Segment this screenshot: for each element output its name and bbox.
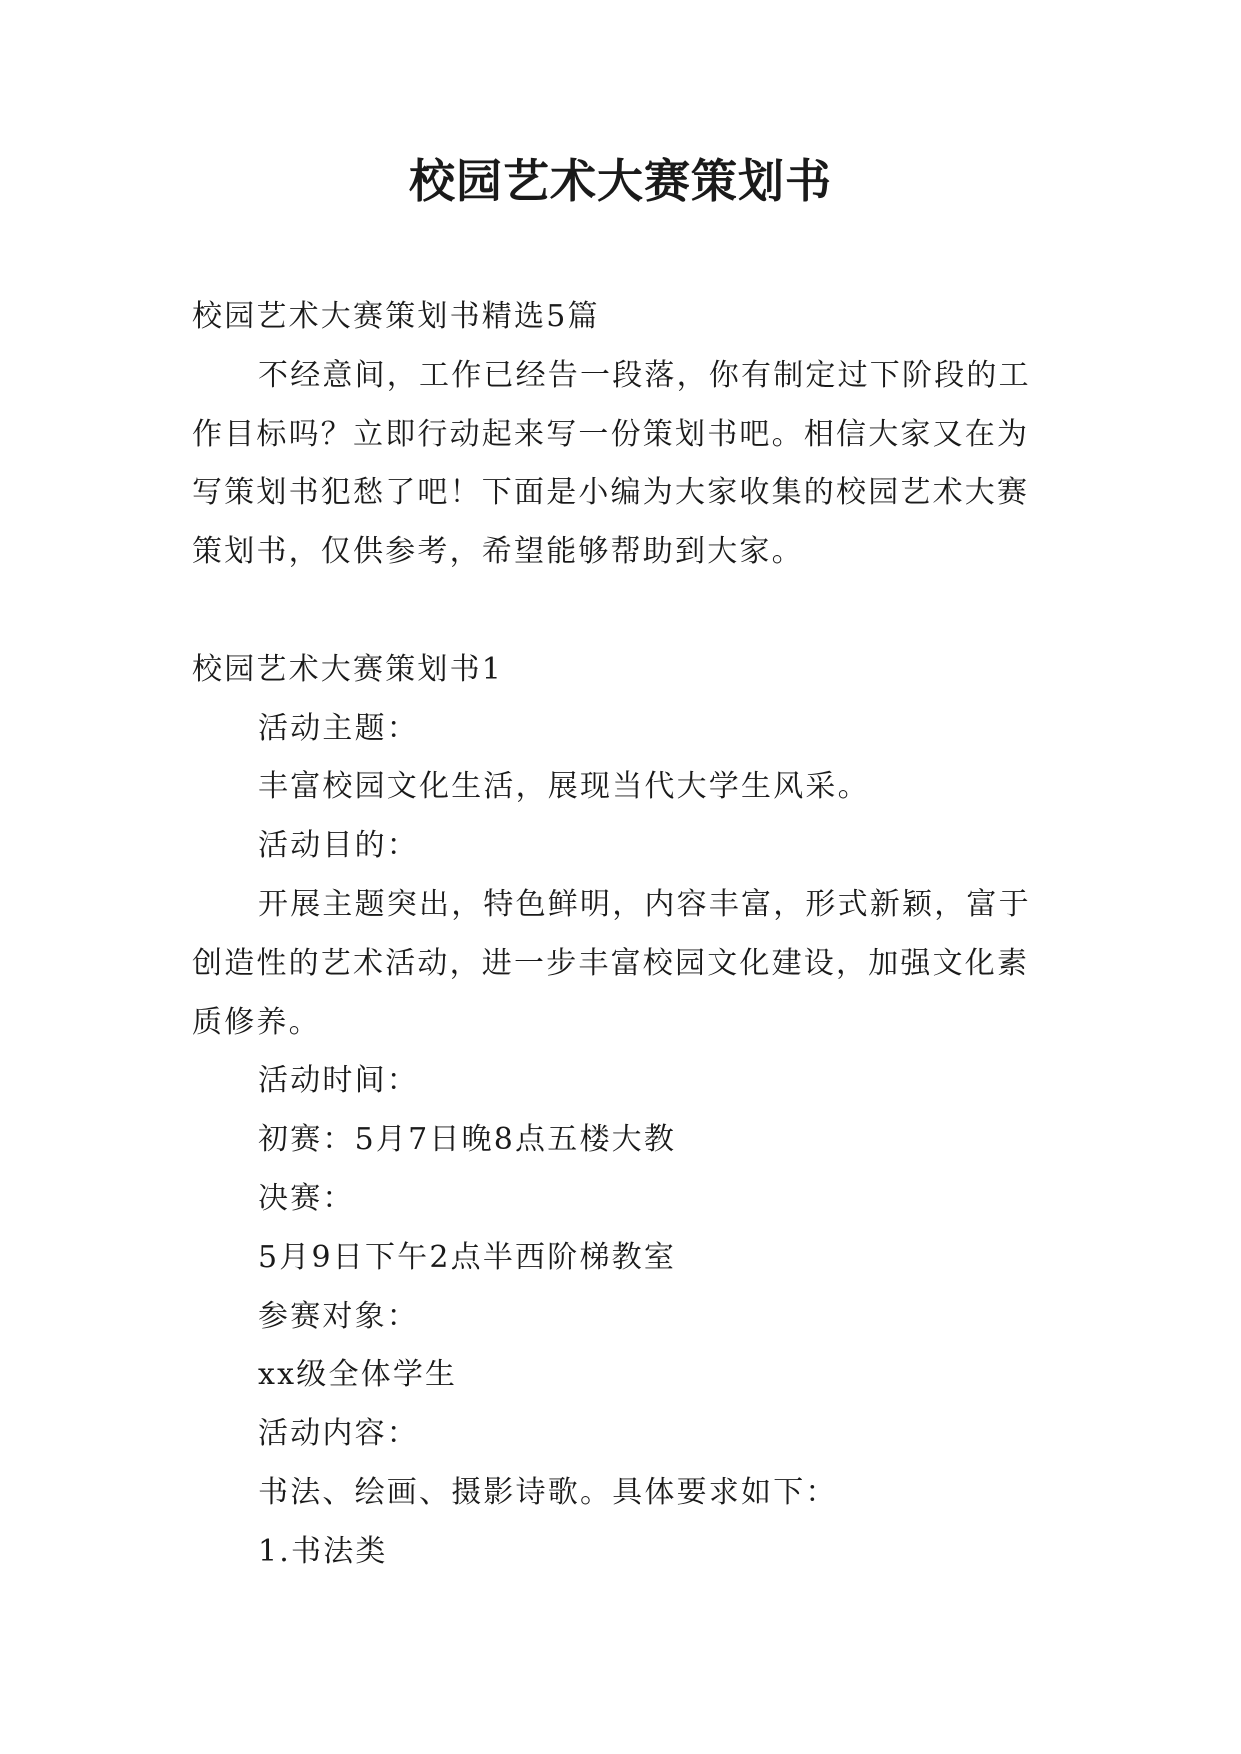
final-label: 决赛： [258,1180,355,1216]
document-body [192,288,1060,1582]
participants-text: xx级全体学生 [258,1357,458,1393]
activity-time-label: 活动时间： [258,1063,419,1099]
calligraphy-item: 1.书法类 [258,1533,388,1569]
intro-paragraph: 不经意间，工作已经告一段落，你有制定过下阶段的工作目标吗？立即行动起来写一份策划书吧。相信大家又在为写策划书犯愁了吧！下面是小编为大家收集的校园艺术大赛策划书，仅供参考，希望能够帮助到大家。 [192,357,1031,570]
subtitle-line: 校园艺术大赛策划书精选5篇 [192,299,600,334]
activity-theme-label: 活动主题： [258,710,419,746]
activity-theme-text: 丰富校园文化生活，展现当代大学生风采。 [258,769,870,805]
activity-purpose-text: 开展主题突出，特色鲜明，内容丰富，形式新颖，富于创造性的艺术活动，进一步丰富校园文化建设，加强文化素质修养。 [192,886,1031,1040]
activity-content-text: 书法、绘画、摄影诗歌。具体要求如下： [258,1474,838,1510]
preliminary-time: 初赛：5月7日晚8点五楼大教 [258,1122,677,1158]
document-title: 校园艺术大赛策划书 [409,154,832,208]
participants-label: 参赛对象： [258,1298,419,1334]
activity-content-label: 活动内容： [258,1416,419,1452]
final-time: 5月9日下午2点半西阶梯教室 [258,1239,677,1275]
paragraph-spacer [192,582,1060,641]
activity-purpose-label: 活动目的： [258,828,419,864]
section-heading: 校园艺术大赛策划书1 [192,651,504,687]
